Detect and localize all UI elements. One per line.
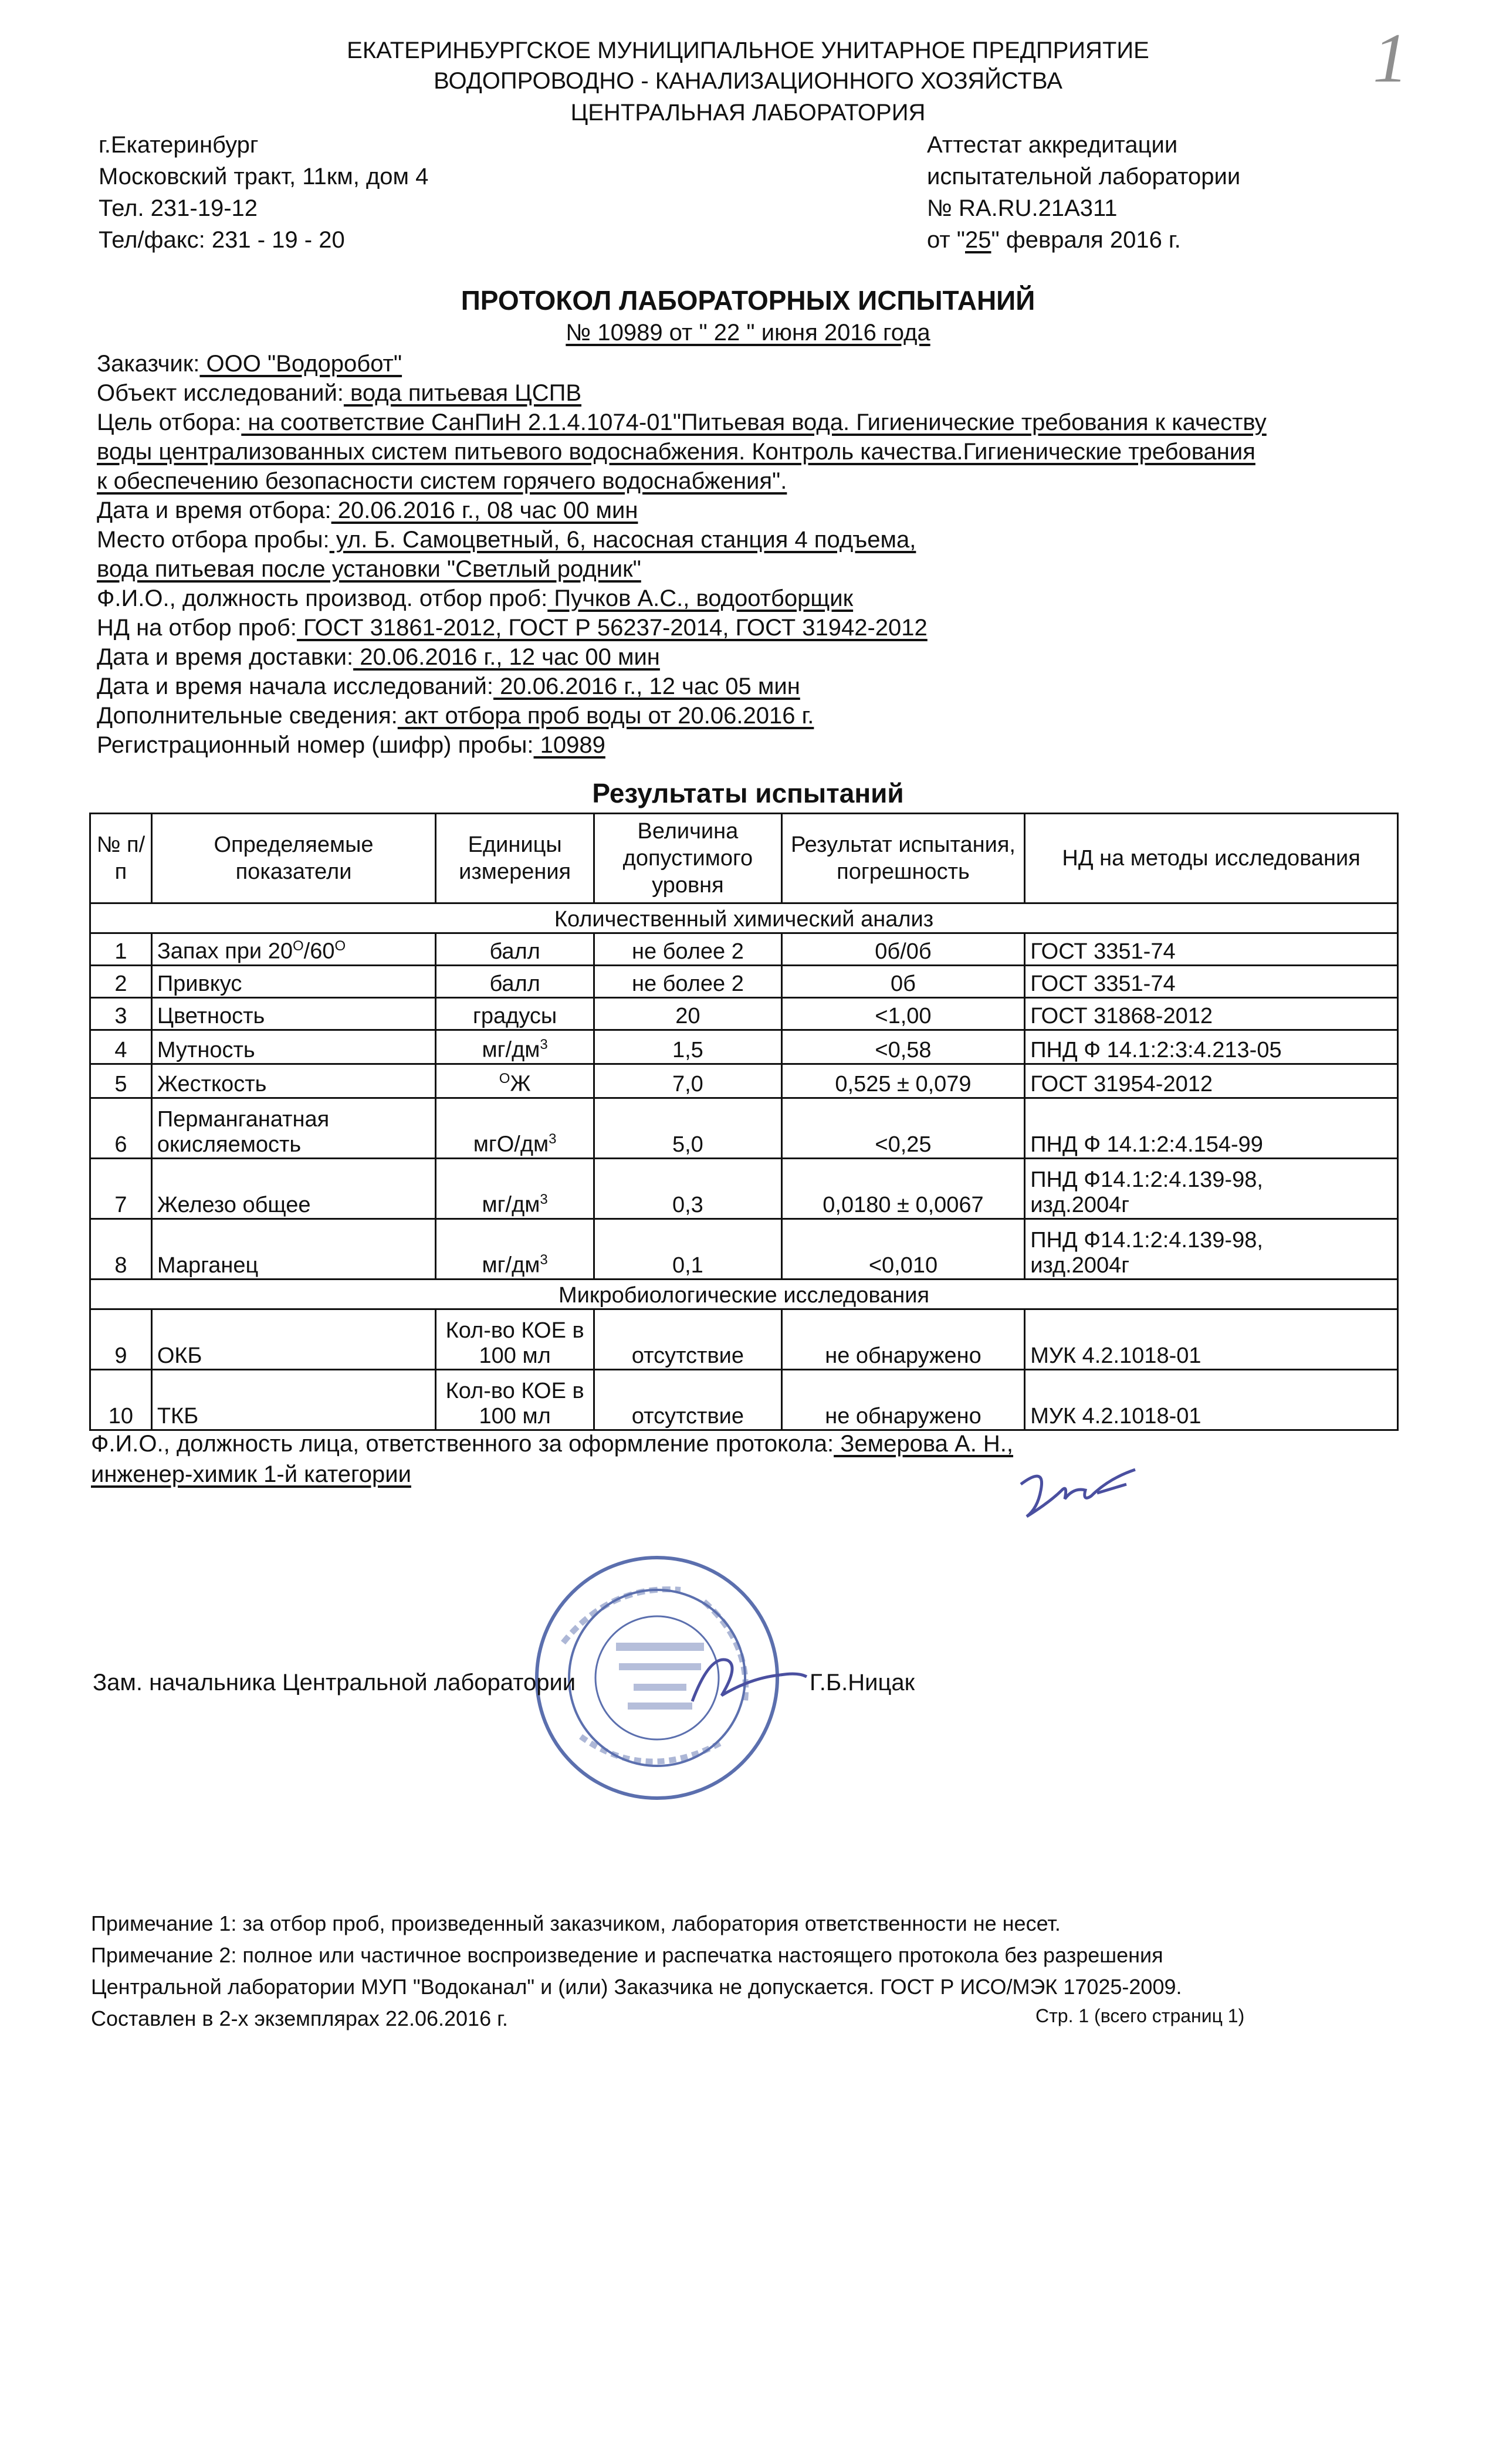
- table-row: 9 ОКБ Кол-во КОЕ в 100 мл отсутствие не обнаружено МУК 4.2.1018-01: [90, 1309, 1398, 1370]
- object-field: Объект исследований: вода питьевая ЦСПВ: [97, 380, 582, 406]
- sampler-field: Ф.И.О., должность производ. отбор проб: Пучков А.С., водоотборщик: [97, 585, 854, 611]
- protocol-number: № 10989 от " 22 " июня 2016 года: [566, 320, 930, 346]
- responsible-name: Земерова А. Н.,: [834, 1431, 1014, 1457]
- org-line-3: ЦЕНТРАЛЬНАЯ ЛАБОРАТОРИЯ: [570, 100, 926, 126]
- note-1: Примечание 1: за отбор проб, произведенный заказчиком, лаборатория ответственности не несет.: [91, 1911, 1061, 1935]
- page-number: Стр. 1 (всего страниц 1): [1035, 2005, 1245, 2026]
- protocol-title: ПРОТОКОЛ ЛАБОРАТОРНЫХ ИСПЫТАНИЙ: [461, 285, 1035, 316]
- address-city: г.Екатеринбург: [99, 132, 259, 158]
- results-title: Результаты испытаний: [592, 778, 904, 808]
- section-micro: Микробиологические исследования: [90, 1280, 1398, 1309]
- col-unit: Единицы измерения: [436, 814, 594, 903]
- approval-signature: [675, 1643, 815, 1713]
- start-field: Дата и время начала исследований: 20.06.2016 г., 12 час 05 мин: [97, 673, 800, 699]
- table-row: 7 Железо общее $мг/дм^3$ 0,3 0,0180 ± 0,0067 ПНД Ф14.1:2:4.139-98, изд.2004г: [90, 1159, 1398, 1219]
- address-fax: Тел/факс: 231 - 19 - 20: [99, 227, 345, 253]
- org-line-1: ЕКАТЕРИНБУРГСКОЕ МУНИЦИПАЛЬНОЕ УНИТАРНОЕ ПРЕДПРИЯТИЕ: [347, 38, 1149, 63]
- purpose-field: Цель отбора: на соответствие СанПиН 2.1.4.1074-01"Питьевая вода. Гигиенические требования к качеству: [97, 409, 1267, 435]
- reg-number-field: Регистрационный номер (шифр) пробы: 10989: [97, 732, 605, 758]
- notes-block: [91, 1908, 1182, 2035]
- col-num: № п/п: [90, 814, 152, 903]
- page-mark: 1: [1373, 19, 1408, 97]
- table-row: 6 Перманганатная окисляемость мгО/$дм^3$ 5,0 <0,25 ПНД Ф 14.1:2:4.154-99: [90, 1098, 1398, 1159]
- results-table: [89, 813, 1399, 1431]
- table-row: 10 ТКБ Кол-во КОЕ в 100 мл отсутствие не обнаружено МУК 4.2.1018-01: [90, 1370, 1398, 1430]
- accreditation-number: № RA.RU.21А311: [927, 195, 1118, 221]
- address-phone: Тел. 231-19-12: [99, 195, 258, 221]
- responsible-position: инженер-химик 1-й категории: [91, 1461, 411, 1487]
- table-row: 4 Мутность $мг/дм^3$ 1,5 <0,58 ПНД Ф 14.1:2:3:4.213-05: [90, 1030, 1398, 1064]
- responsible-block: [91, 1429, 1013, 1490]
- responsible-signature: [1009, 1461, 1150, 1525]
- delivery-field: Дата и время доставки: 20.06.2016 г., 12 час 00 мин: [97, 644, 660, 670]
- note-2b: Центральной лаборатории МУП "Водоканал" и (или) Заказчика не допускается. ГОСТ Р ИСО/МЭК 17025-2009.: [91, 1975, 1182, 1999]
- table-row: 2 Привкус балл не более 2 0б ГОСТ 3351-74: [90, 966, 1398, 998]
- table-row: 8 Марганец $мг/дм^3$ 0,1 <0,010 ПНД Ф14.1:2:4.139-98, изд.2004г: [90, 1219, 1398, 1280]
- table-row: 5 Жесткость $^О$Ж 7,0 0,525 ± 0,079 ГОСТ 31954-2012: [90, 1064, 1398, 1098]
- table-header-row: [90, 814, 1398, 903]
- col-limit: Величина допустимого уровня: [594, 814, 782, 903]
- sampling-datetime-field: Дата и время отбора: 20.06.2016 г., 08 час 00 мин: [97, 497, 638, 523]
- section-chemical: Количественный химический анализ: [90, 903, 1398, 933]
- purpose-line-2: воды централизованных систем питьевого водоснабжения. Контроль качества.Гигиенические требования: [97, 439, 1255, 465]
- approval-position: Зам. начальника Центральной лаборатории: [93, 1670, 576, 1695]
- customer-field: Заказчик: ООО "Водоробот": [97, 351, 402, 377]
- extra-info-field: Дополнительные сведения: акт отбора проб воды от 20.06.2016 г.: [97, 703, 814, 729]
- approval-name: Г.Б.Ницак: [810, 1670, 915, 1695]
- copies-note: Составлен в 2-х экземплярах 22.06.2016 г.: [91, 2006, 508, 2030]
- col-result: Результат испытания, погрешность: [781, 814, 1024, 903]
- accreditation-line-2: испытательной лаборатории: [927, 164, 1241, 189]
- meta-block: [97, 349, 1267, 760]
- org-line-2: ВОДОПРОВОДНО - КАНАЛИЗАЦИОННОГО ХОЗЯЙСТВА: [434, 68, 1062, 94]
- nd-sampling-field: НД на отбор проб: ГОСТ 31861-2012, ГОСТ Р 56237-2014, ГОСТ 31942-2012: [97, 615, 928, 641]
- col-indicator: Определяемые показатели: [151, 814, 435, 903]
- sampling-place-field: Место отбора пробы: ул. Б. Самоцветный, 6, насосная станция 4 подъема,: [97, 527, 916, 553]
- table-row: 1 Запах при $20^О/60^О$ балл не более 2 0б/0б ГОСТ 3351-74: [90, 933, 1398, 966]
- accreditation-line-1: Аттестат аккредитации: [927, 132, 1178, 158]
- accreditation-date: от "25" февраля 2016 г.: [927, 227, 1181, 253]
- address-block: [99, 129, 428, 256]
- table-row: 3 Цветность градусы 20 <1,00 ГОСТ 31868-2012: [90, 998, 1398, 1030]
- purpose-line-3: к обеспечению безопасности систем горячего водоснабжения".: [97, 468, 787, 494]
- responsible-label: Ф.И.О., должность лица, ответственного за оформление протокола:: [91, 1431, 834, 1457]
- note-2a: Примечание 2: полное или частичное воспроизведение и распечатка настоящего протокола без разрешения: [91, 1943, 1163, 1967]
- col-method: НД на методы исследования: [1025, 814, 1398, 903]
- sampling-place-line-2: вода питьевая после установки "Светлый родник": [97, 556, 641, 582]
- address-street: Московский тракт, 11км, дом 4: [99, 164, 429, 189]
- accreditation-block: [927, 129, 1240, 256]
